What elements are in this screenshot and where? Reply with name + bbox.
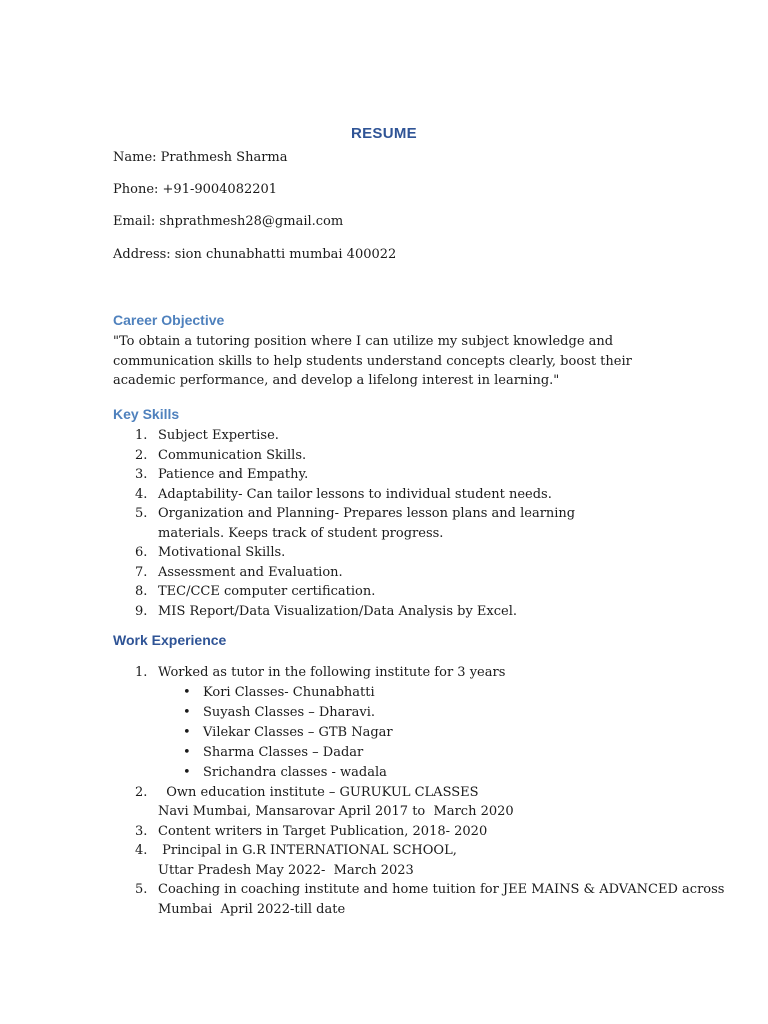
list-number: 7. [135,564,148,580]
contact-name: Name: Prathmesh Sharma [113,150,288,165]
skill-text: Subject Expertise. [158,428,279,443]
list-item [113,582,673,602]
list-item [113,703,673,723]
list-item [113,723,673,743]
work-text: Coaching in coaching institute and home tuition for JEE MAINS & ADVANCED across [158,882,725,897]
list-item [113,504,673,543]
work-text: Principal in G.R INTERNATIONAL SCHOOL, [158,843,457,858]
skill-text: Assessment and Evaluation. [158,564,343,580]
list-number: 5. [135,882,148,897]
institute-list [113,683,673,783]
list-item [113,485,673,505]
list-item [113,763,673,783]
list-item [113,841,673,880]
list-item [113,446,673,466]
bullet-icon: • [183,744,191,760]
list-number: 8. [135,584,148,599]
skill-text: Patience and Empathy. [158,467,309,482]
work-experience-list [113,663,725,919]
list-item [113,543,673,563]
list-number: 2. [135,784,148,800]
skill-text: Motivational Skills. [158,545,286,560]
contact-phone: Phone: +91-9004082201 [113,182,278,197]
work-experience-heading: Work Experience [113,632,227,648]
list-item [113,602,673,622]
list-number: 6. [135,545,148,560]
bullet-icon: • [183,704,191,720]
skill-text: Organization and Planning- Prepares lesson plans and learning materials. Keeps track of student progress. [158,506,576,541]
list-number: 3. [135,823,148,839]
list-item [113,465,673,485]
list-number: 2. [135,447,148,463]
list-item [113,783,673,822]
skill-text: MIS Report/Data Visualization/Data Analysis by Excel. [158,603,518,619]
list-number: 1. [135,665,148,680]
work-text: Content writers in Target Publication, 2018- 2020 [158,823,488,839]
work-text: Worked as tutor in the following institute for 3 years [158,665,506,680]
list-item [113,683,673,703]
institute-name: Vilekar Classes – GTB Nagar [203,724,393,740]
skill-text: Communication Skills. [158,447,307,463]
bullet-icon: • [183,724,191,740]
work-detail: Navi Mumbai, Mansarovar April 2017 to March 2020 [158,804,514,819]
list-number: 5. [135,506,148,521]
career-objective-heading: Career Objective [113,312,225,328]
bullet-icon: • [183,764,191,780]
work-detail: Uttar Pradesh May 2022- March 2023 [158,862,414,878]
contact-email: Email: shprathmesh28@gmail.com [113,214,344,229]
institute-name: Kori Classes- Chunabhatti [203,684,375,700]
career-objective-text: "To obtain a tutoring position where I can utilize my subject knowledge and communication skills to help students understand concepts clearly, boost their academic performance, and develop a lifelong interest in learning." [113,334,632,388]
list-number: 9. [135,603,148,619]
work-text: Own education institute – GURUKUL CLASSES [158,784,479,800]
institute-name: Sharma Classes – Dadar [203,744,364,760]
contact-address: Address: sion chunabhatti mumbai 400022 [113,247,397,262]
list-item [113,563,673,583]
list-item [113,822,673,842]
list-item [113,743,673,763]
key-skills-list [113,426,673,621]
list-number: 3. [135,467,148,482]
key-skills-heading: Key Skills [113,406,180,422]
bullet-icon: • [183,684,191,700]
list-item [113,426,673,446]
list-item [113,663,673,783]
list-number: 4. [135,486,148,502]
skill-text: TEC/CCE computer certification. [158,584,376,599]
list-number: 1. [135,428,148,443]
page-title: RESUME [351,125,417,142]
skill-text: Adaptability- Can tailor lessons to individual student needs. [158,486,552,502]
list-item [113,880,725,919]
institute-name: Suyash Classes – Dharavi. [203,704,376,720]
list-number: 4. [135,843,148,858]
institute-name: Srichandra classes - wadala [203,764,387,780]
work-detail: Mumbai April 2022-till date [158,901,346,917]
